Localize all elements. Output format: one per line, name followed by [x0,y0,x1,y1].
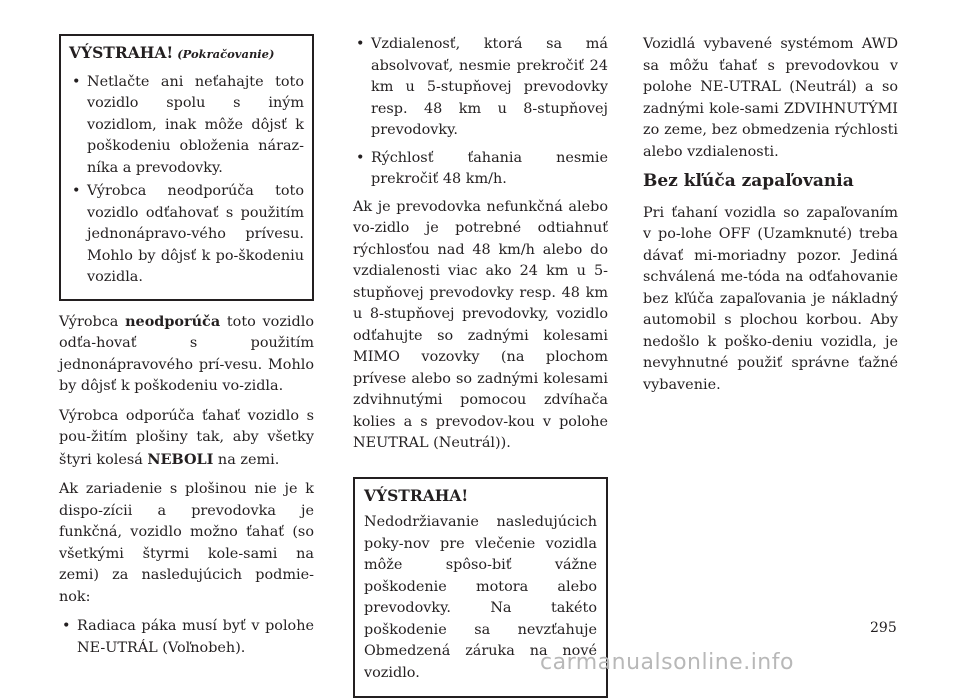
column-right [643,34,898,404]
conditions-list [353,34,608,191]
paragraph: Výrobca neodporúča toto vozidlo odťa-hovať s použitím jednonápravového prí-vesu. Mohlo by dôjsť k poškodeniu vo-zidla. [59,311,314,398]
warning-item: • Výrobca neodporúča toto vozidlo odťahovať s použitím jednonápravo-vého prívesu. Mohlo by dôjsť k po-škodeniu vozidla. [69,181,304,289]
list-item: • Rýchlosť ťahania nesmie prekročiť 48 km/h. [353,148,608,191]
warning-text: Nedodržiavanie nasledujúcich poky-nov pre vlečenie vozidla môže spôso-biť vážne poškodenie motora alebo prevodovky. Na takéto poškodenie sa nevzťahuje Obmedzená záruka na nové vozidlo. [364,512,597,684]
list-item: • Vzdialenosť, ktorá sa má absolvovať, nesmie prekročiť 24 km u 5-stupňovej prevodovky resp. 48 km u 8-stupňovej prevodovky. [353,34,608,142]
paragraph: Vozidlá vybavené systémom AWD sa môžu ťahať s prevodovkou v polohe NE-UTRAL (Neutrál) a so zadnými kole-sami ZDVIHNUTÝMI zo zeme, bez obmedzenia rýchlosti alebo vzdialenosti. [643,34,898,163]
warning-title: VÝSTRAHA! (Pokračovanie) [69,42,304,66]
column-middle [353,34,608,698]
paragraph: Pri ťahaní vozidla so zapaľovaním v po-lohe OFF (Uzamknuté) treba dávať mi-moriadny pozor. Jediná schválená me-tóda na odťahovanie bez kľúča zapaľovania je nákladný automobil s plochou korbou. Aby nedošlo k poško-deniu vozidla, je nevyhnutné použiť správne ťažné vybavenie. [643,203,898,397]
page-number: 295 [870,620,897,636]
warning-subtitle: (Pokračovanie) [177,47,274,61]
paragraph: Ak zariadenie s plošinou nie je k dispo-zícii a prevodovka je funkčná, vozidlo možno ťahať (so všetkými štyrmi kole-sami na zemi) za nasledujúcich podmie-nok: [59,479,314,608]
paragraph: Ak je prevodovka nefunkčná alebo vo-zidlo je potrebné odtiahnuť rýchlosťou nad 48 km/h alebo do vzdialenosti viac ako 24 km u 5-stupňovej prevodovky resp. 48 km u 8-stupňovej prevodovky, vozidlo odťahujte so zadnými kolesami MIMO vozovky (na plochom prívese alebo so zadnými kolesami zdvihnutými pomocou zdvíhača kolies a s prevodov-kou v polohe NEUTRAL (Neutrál)). [353,197,608,455]
warning-title: VÝSTRAHA! [364,485,597,507]
warning-box-continued [59,34,314,301]
section-title: Bez kľúča zapaľovania [643,171,898,193]
conditions-list [59,616,314,659]
list-item: • Radiaca páka musí byť v polohe NE-UTRÁL (Voľnobeh). [59,616,314,659]
paragraph: Výrobca odporúča ťahať vozidlo s pou-žitím plošiny tak, aby všetky štyri kolesá NEBOLI na zemi. [59,406,314,472]
warning-list [69,72,304,289]
column-left [59,34,314,665]
warning-item: • Netlačte ani neťahajte toto vozidlo spolu s iným vozidlom, inak môže dôjsť k poškodeniu obloženia náraz-níka a prevodovky. [69,72,304,180]
watermark: carmanualsonline.info [540,650,794,675]
